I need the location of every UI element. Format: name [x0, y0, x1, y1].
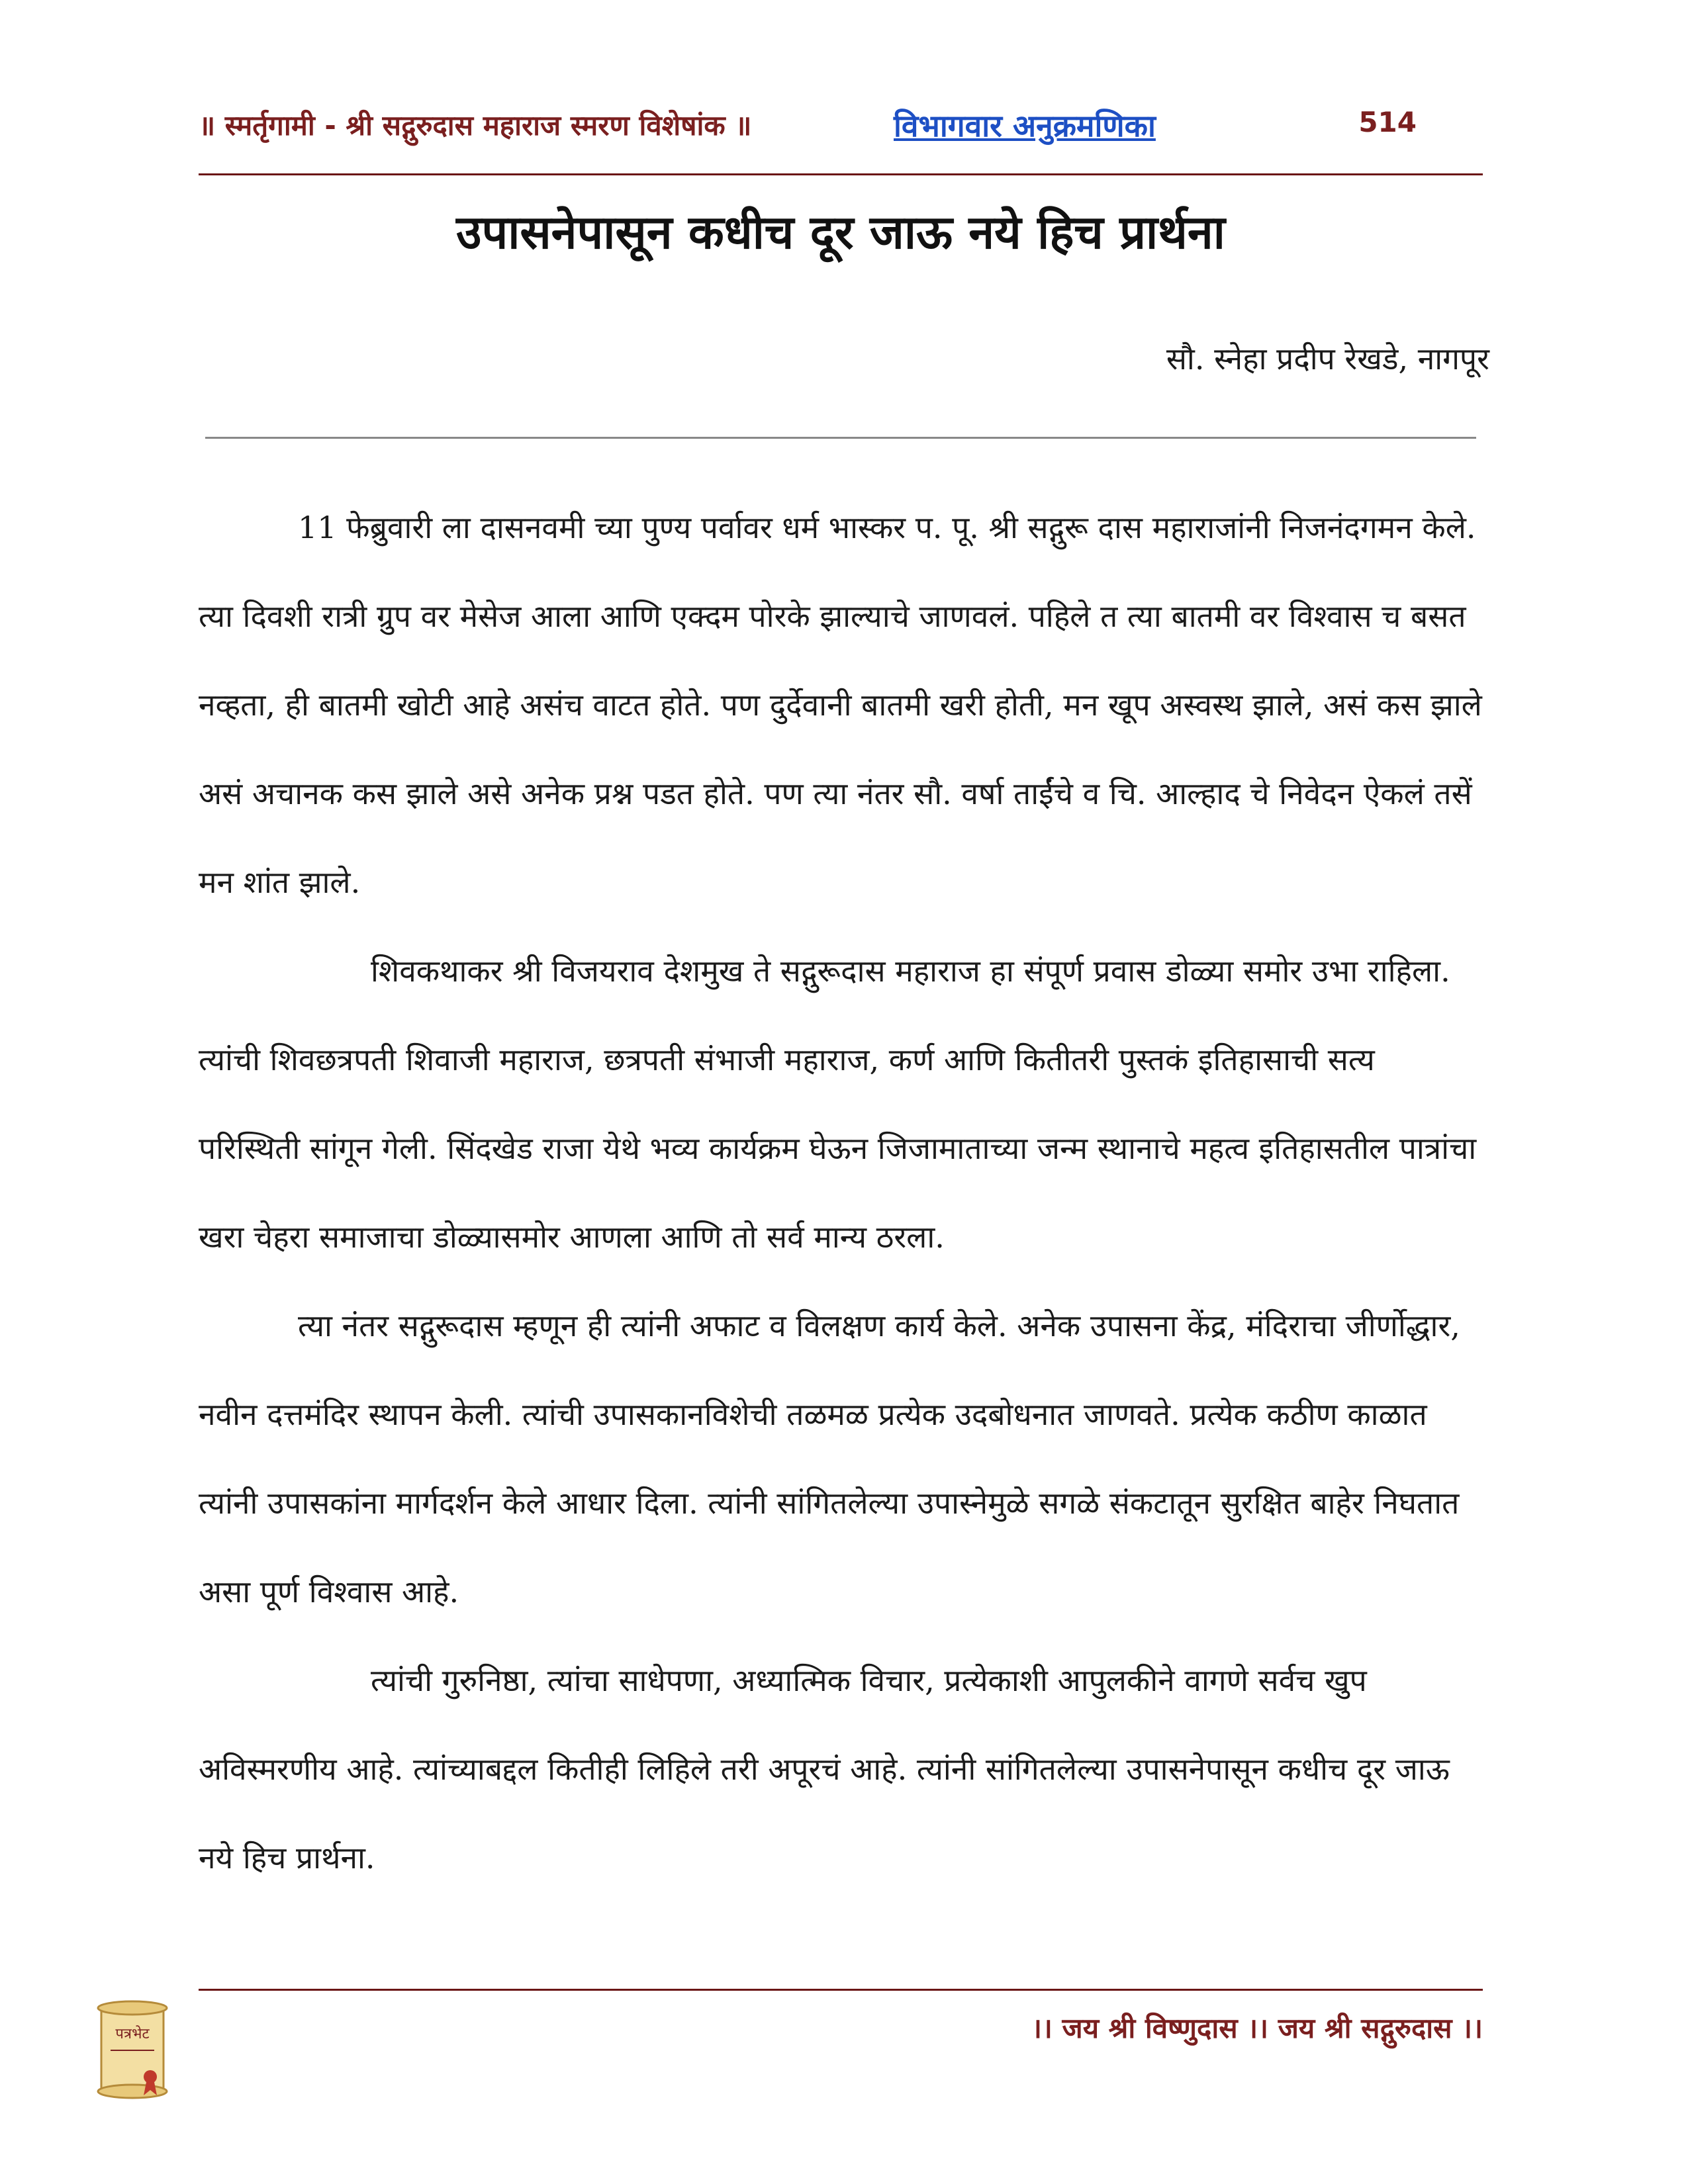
article-title: उपासनेपासून कधीच दूर जाऊ नये हिच प्रार्थना	[456, 205, 1225, 259]
scroll-logo-icon	[89, 1999, 175, 2105]
paragraph: त्या नंतर सद्गुरूदास म्हणून ही त्यांनी अफाट व विलक्षण कार्य केले. अनेक उपासना केंद्र, मंदिराचा जीर्णोद्धार, नवीन दत्तमंदिर स्थापन केली. त्यांची उपासकानविशेची तळमळ प्रत्येक उदबोधनात जाणवते. प्रत्येक कठीण काळात त्यांनी उपासकांना मार्गदर्शन केले आधार दिला. त्यांनी सांगितलेल्या उपास्नेमुळे सगळे संकटातून सुरक्षित बाहेर निघतात असा पूर्ण विश्वास आहे.	[199, 1308, 1460, 1610]
logo-label: पत्रभेट	[115, 2026, 150, 2042]
footer-divider	[199, 1989, 1483, 1991]
article-author: सौ. स्नेहा प्रदीप रेखडे, नागपूर	[1166, 341, 1489, 377]
paragraph: शिवकथाकर श्री विजयराव देशमुख ते सद्गुरूदास महाराज हा संपूर्ण प्रवास डोळ्या समोर उभा राहिला. त्यांची शिवछत्रपती शिवाजी महाराज, छत्रपती संभाजी महाराज, कर्ण आणि कितीतरी पुस्तकं इतिहासाची सत्य परिस्थिती सांगून गेली. सिंदखेड राजा येथे भव्य कार्यक्रम घेऊन जिजामाताच्या जन्म स्थानाचे महत्व इतिहासतील पात्रांचा खरा चेहरा समाजाचा डोळ्यासमोर आणला आणि तो सर्व मान्य ठरला.	[199, 953, 1477, 1255]
footer-slogan: ।। जय श्री विष्णुदास ।। जय श्री सद्गुरुदास ।।	[1031, 2012, 1483, 2044]
header-divider	[199, 173, 1483, 175]
page-header	[199, 99, 1456, 152]
magazine-title: ॥ स्मर्तृगामी - श्री सद्गुरुदास महाराज स्मरण विशेषांक ॥	[199, 109, 752, 142]
paragraph: 11 फेब्रुवारी ला दासनवमी च्या पुण्य पर्वावर धर्म भास्कर प. पू. श्री सद्गुरू दास महाराजांनी निजनंदगमन केले. त्या दिवशी रात्री ग्रुप वर मेसेज आला आणि एक्दम पोरके झाल्याचे जाणवलं. पहिले त त्या बातमी वर विश्वास च बसत नव्हता, ही बातमी खोटी आहे असंच वाटत होते. पण दुर्देवानी बातमी खरी होती, मन खूप अस्वस्थ झाले, असं कस झाले असं अचानक कस झाले असे अनेक प्रश्न पडत होते. पण त्या नंतर सौ. वर्षा ताईंचे व चि. आल्हाद चे निवेदन ऐकलं तसें मन शांत झाले.	[199, 510, 1482, 900]
paragraph: त्यांची गुरुनिष्ठा, त्यांचा साधेपणा, अध्यात्मिक विचार, प्रत्येकाशी आपुलकीने वागणे सर्वच खुप अविस्मरणीय आहे. त्यांच्याबद्दल कितीही लिहिले तरी अपूरचं आहे. त्यांनी सांगितलेल्या उपासनेपासून कधीच दूर जाऊ नये हिच प्रार्थना.	[199, 1662, 1450, 1876]
article-body	[199, 483, 1483, 1902]
page-number: 514	[1358, 106, 1417, 138]
title-divider	[205, 437, 1476, 439]
section-index-link[interactable]: विभागवार अनुक्रमणिका	[894, 108, 1156, 144]
